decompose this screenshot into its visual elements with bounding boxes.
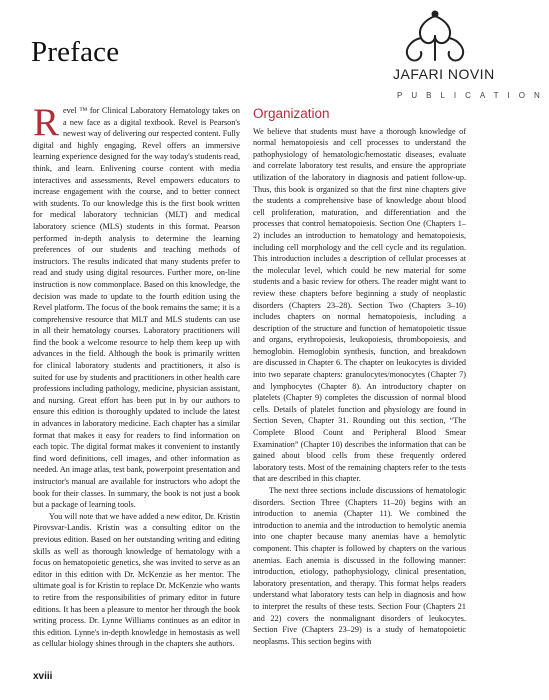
intro-paragraph-text: evel ™ for Clinical Laboratory Hematology takes on a new face as a digital textbook. Revel is Pearson's newest way of delivering our respected content. Fully digital and highly engaging, Revel offers an immersive learning experience designed for the way today's students read, think, and learn. Enlivening course content with media interactives and assessments, Revel empowers educators to increase engagement with the course, and to better connect with students. To our knowledge this is the first book written for medical laboratory technician (MLT) and medical laboratory science (MLS) students in this format. Pearson performed in-depth analysis to determine the learning preferences of our students and teaching methods of instructors. The results indicated that many students prefer to read and study using digital resources. Further more, on-line instruction is now commonplace. Based on this knowledge, the decision was made to update to the fourth edition using the Revel platform. The focus of the book remains the same; it is a comprehensive resource that MLT and MLS students can use in all their hematology courses. Laboratory practitioners will find the book a welcome resource to help them keep up with advances in the field. Although the book is primarily written for clinical laboratory students and practitioners, it also is suited for use by students and practitioners in other health care professions including pathology, medicine, physician assistant, and nursing. Great effort has been put in by our authors to ensure this edition is thoroughly updated to include the latest in advances in laboratory medicine. Each chapter has a similar format that makes it easy for readers to find information on each topic. The digital format makes it convenient to instantly find word definitions, cell images, and other information as needed. An image atlas, test bank, powerpoint presentation and instructor's manual are available for instructors who adopt the book for their classes. In summary, the book is not just a book but a package of learning tools. (33, 106, 240, 510)
watermark-name: JAFARI NOVIN (393, 66, 495, 82)
drop-cap: R (33, 101, 60, 144)
editor-paragraph: You will note that we have added a new editor, Dr. Kristin Pirovsvar-Landis. Kristin was a consulting editor on the previous edition. Based on her outstanding writing and editing skills as well as thorough knowledge of hematology with a focus on hematopoietic genetics, she was invited to serve as an editor in this edition with Dr. McKenzie as her mentor. The ultimate goal is for Kristin to replace Dr. McKenzie who wants to retire from the responsibilities of primary editor in future editions. It has been a pleasure to mentor her through the book writing process. Dr. Lynne Williams continues as an editor in this edition. Lynne's in-depth knowledge in hemostasis as well as cellular biology shines through in the chapters she authors. (33, 511, 240, 649)
page-number: xviii (33, 671, 53, 682)
right-column (253, 108, 466, 647)
page-title: Preface (31, 36, 120, 68)
organization-paragraph: We believe that students must have a thorough knowledge of normal hematopoiesis and cell processes to understand the pathophysiology of hematologic/hemostatic diseases, evaluate and correlate laboratory test results, and ensure the appropriate utilization of the laboratory in diagnosis and patient follow-up. Thus, this book is organized so that the first nine chapters give the students a comprehensive base of knowledge about blood cell proliferation, maturation, and differentiation and the processes that control hematopoiesis. Section One (Chapters 1–2) includes an introduction to hematology and hematopoiesis, including cell morphology and the cell cycle and its regulation. This introduction includes a description of cellular processes at the molecular level, which could be new material for some students and a basic review for others. The reader might want to review these chapters before beginning a study of neoplastic disorders (Chapters 23–28). Section Two (Chapters 3–10) includes chapters on normal hematopoiesis, including a description of the structure and function of hematopoietic tissue and organs, erythropoiesis, leukopoiesis, thrombopoiesis, and hemoglobin. Hemoglobin synthesis, function, and breakdown are discussed in Chapter 6. The chapter on leukocytes is divided into two separate chapters: granulocytes/monocytes (Chapter 7) and lymphocytes (Chapter 8). An introductory chapter on platelets (Chapter 9) completes the discussion of normal blood cells. Details of platelet function and physiology are found in Section Seven, Chapter 31. Rounding out this section, “The Complete Blood Count and Peripheral Blood Smear Examination” (Chapter 10) describes the information that can be gained about blood cells from these frequently ordered laboratory tests. Most of the remaining chapters refer to the tests that are described in this chapter. (253, 126, 466, 484)
disorders-paragraph: The next three sections include discussions of hematologic disorders. Section Three (Chapters 11–20) begins with an introduction to anemia (Chapter 11). We combined the introduction to anemia and the introduction to hemolytic anemia into one chapter because many anemias have a hemolytic component. This chapter is followed by chapters on the various anemias. Each anemia is discussed in the following manner: introduction, etiology, pathophysiology, clinical presentation, laboratory presentation, and therapy. This format helps readers understand what laboratory tests can help in diagnosis and how to interpret the results of these tests. Section Four (Chapters 21 and 22) covers the nonmalignant disorders of leukocytes. Section Five (Chapters 23–29) is a study of hematopoietic neoplasms. This section begins with (253, 486, 466, 646)
left-column (33, 101, 240, 650)
section-heading: Organization (253, 106, 330, 121)
watermark-subtitle: PUBLICATION (397, 91, 549, 100)
ornament-icon (395, 10, 475, 66)
intro-paragraph (33, 101, 240, 511)
